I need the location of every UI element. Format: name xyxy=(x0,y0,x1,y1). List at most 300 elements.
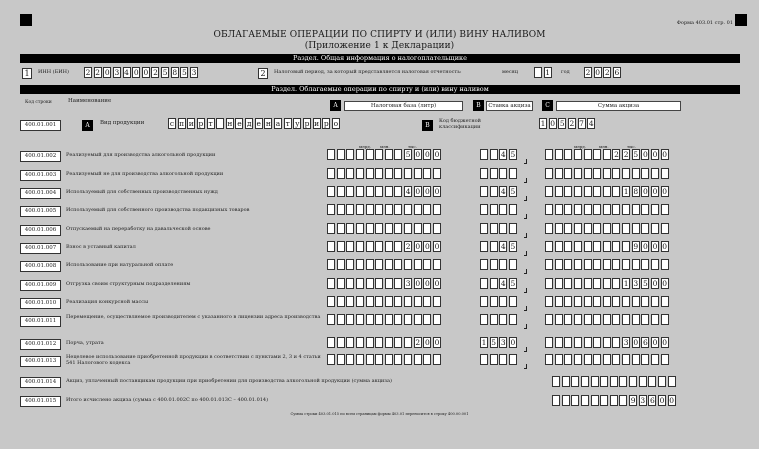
digit-cell[interactable] xyxy=(385,259,393,270)
digit-cell[interactable] xyxy=(433,168,441,179)
digit-cell[interactable] xyxy=(603,296,611,307)
digit-cell[interactable] xyxy=(385,223,393,234)
digit-cell[interactable] xyxy=(584,337,592,348)
digit-cell[interactable] xyxy=(622,296,630,307)
digit-cell[interactable]: 0 xyxy=(643,242,648,251)
digit-cell[interactable] xyxy=(356,296,364,307)
digit-cell[interactable] xyxy=(651,259,659,270)
digit-cell[interactable]: 0 xyxy=(633,338,639,347)
digit-cell[interactable]: 0 xyxy=(143,68,149,77)
digit-cell[interactable]: 0 xyxy=(652,279,658,288)
digit-cell[interactable] xyxy=(632,354,640,365)
digit-cell[interactable] xyxy=(555,223,563,234)
digit-cell[interactable] xyxy=(651,204,659,215)
digit-cell[interactable] xyxy=(423,223,431,234)
digit-cell[interactable] xyxy=(574,314,582,325)
digit-cell[interactable]: н xyxy=(265,119,271,128)
digit-cell[interactable] xyxy=(641,296,649,307)
digit-cell[interactable] xyxy=(622,223,630,234)
digit-cell[interactable] xyxy=(423,204,431,215)
row-column-b-field[interactable] xyxy=(480,314,519,325)
digit-cell[interactable] xyxy=(394,241,402,252)
digit-cell[interactable] xyxy=(327,354,335,365)
digit-cell[interactable] xyxy=(661,354,669,365)
digit-cell[interactable] xyxy=(327,149,335,160)
digit-cell[interactable]: 5 xyxy=(559,119,565,128)
row-column-c-field[interactable] xyxy=(545,149,670,160)
digit-cell[interactable]: е xyxy=(256,119,261,128)
digit-cell[interactable] xyxy=(564,241,572,252)
digit-cell[interactable]: 4 xyxy=(500,150,506,159)
digit-cell[interactable]: 0 xyxy=(662,279,668,288)
row-column-c-field[interactable] xyxy=(545,278,670,289)
digit-cell[interactable] xyxy=(375,168,383,179)
digit-cell[interactable]: 0 xyxy=(434,279,440,288)
digit-cell[interactable] xyxy=(356,337,364,348)
digit-cell[interactable] xyxy=(490,168,498,179)
digit-cell[interactable] xyxy=(593,337,601,348)
digit-cell[interactable] xyxy=(404,168,412,179)
digit-cell[interactable] xyxy=(394,223,402,234)
digit-cell[interactable] xyxy=(545,314,553,325)
digit-cell[interactable] xyxy=(593,223,601,234)
digit-cell[interactable]: 3 xyxy=(623,338,629,347)
row-column-a-field[interactable] xyxy=(327,223,443,234)
digit-cell[interactable] xyxy=(619,395,627,406)
digit-cell[interactable] xyxy=(394,168,402,179)
digit-cell[interactable] xyxy=(490,259,498,270)
digit-cell[interactable] xyxy=(562,376,570,387)
digit-cell[interactable]: 0 xyxy=(104,68,110,77)
digit-cell[interactable] xyxy=(641,314,649,325)
digit-cell[interactable] xyxy=(564,278,572,289)
digit-cell[interactable]: 1 xyxy=(623,279,629,288)
row-column-b-field[interactable] xyxy=(480,168,519,179)
digit-cell[interactable] xyxy=(327,278,335,289)
digit-cell[interactable] xyxy=(499,168,507,179)
digit-cell[interactable] xyxy=(564,204,572,215)
digit-cell[interactable] xyxy=(490,296,498,307)
digit-cell[interactable] xyxy=(564,337,572,348)
digit-cell[interactable]: 2 xyxy=(95,68,101,77)
digit-cell[interactable] xyxy=(661,259,669,270)
digit-cell[interactable] xyxy=(584,314,592,325)
digit-cell[interactable] xyxy=(668,376,676,387)
digit-cell[interactable] xyxy=(564,314,572,325)
digit-cell[interactable] xyxy=(414,354,422,365)
digit-cell[interactable] xyxy=(574,186,582,197)
digit-cell[interactable] xyxy=(394,149,402,160)
digit-cell[interactable]: 0 xyxy=(643,187,648,196)
digit-cell[interactable]: 3 xyxy=(114,68,120,77)
digit-cell[interactable]: 8 xyxy=(172,68,178,77)
digit-cell[interactable] xyxy=(327,337,335,348)
digit-cell[interactable] xyxy=(584,354,592,365)
digit-cell[interactable]: 5 xyxy=(633,150,639,159)
digit-cell[interactable] xyxy=(366,168,374,179)
digit-cell[interactable] xyxy=(658,376,666,387)
digit-cell[interactable]: 5 xyxy=(510,242,516,251)
digit-cell[interactable]: 0 xyxy=(550,119,556,128)
digit-cell[interactable] xyxy=(641,259,649,270)
digit-cell[interactable] xyxy=(593,296,601,307)
digit-cell[interactable] xyxy=(356,168,364,179)
digit-cell[interactable] xyxy=(327,241,335,252)
digit-cell[interactable] xyxy=(593,241,601,252)
digit-cell[interactable] xyxy=(490,314,498,325)
digit-cell[interactable] xyxy=(337,314,345,325)
digit-cell[interactable] xyxy=(584,223,592,234)
iin-field[interactable] xyxy=(84,67,200,78)
digit-cell[interactable] xyxy=(337,337,345,348)
digit-cell[interactable] xyxy=(346,149,354,160)
digit-cell[interactable] xyxy=(584,259,592,270)
digit-cell[interactable] xyxy=(545,278,553,289)
digit-cell[interactable] xyxy=(394,354,402,365)
digit-cell[interactable] xyxy=(603,337,611,348)
digit-cell[interactable] xyxy=(346,204,354,215)
digit-cell[interactable] xyxy=(375,354,383,365)
digit-cell[interactable]: р xyxy=(323,119,329,128)
digit-cell[interactable] xyxy=(480,223,488,234)
digit-cell[interactable] xyxy=(346,186,354,197)
digit-cell[interactable]: 5 xyxy=(510,150,516,159)
row-column-b-field[interactable] xyxy=(480,278,519,289)
digit-cell[interactable] xyxy=(622,168,630,179)
digit-cell[interactable]: 4 xyxy=(124,68,129,77)
row-column-c-field[interactable] xyxy=(545,241,670,252)
digit-cell[interactable] xyxy=(581,395,589,406)
digit-cell[interactable] xyxy=(612,354,620,365)
digit-cell[interactable]: 5 xyxy=(405,150,411,159)
digit-cell[interactable] xyxy=(612,168,620,179)
digit-cell[interactable]: 0 xyxy=(595,68,601,77)
digit-cell[interactable] xyxy=(641,223,649,234)
digit-cell[interactable] xyxy=(593,354,601,365)
digit-cell[interactable] xyxy=(641,168,649,179)
digit-cell[interactable] xyxy=(375,296,383,307)
digit-cell[interactable]: е xyxy=(237,119,242,128)
digit-cell[interactable] xyxy=(509,314,517,325)
digit-cell[interactable]: 0 xyxy=(659,396,665,405)
digit-cell[interactable] xyxy=(603,168,611,179)
digit-cell[interactable] xyxy=(490,223,498,234)
digit-cell[interactable] xyxy=(356,278,364,289)
digit-cell[interactable] xyxy=(564,296,572,307)
digit-cell[interactable] xyxy=(337,204,345,215)
digit-cell[interactable] xyxy=(555,204,563,215)
digit-cell[interactable] xyxy=(375,314,383,325)
digit-cell[interactable] xyxy=(385,354,393,365)
digit-cell[interactable] xyxy=(651,314,659,325)
digit-cell[interactable]: 0 xyxy=(510,338,516,347)
digit-cell[interactable]: 0 xyxy=(434,338,440,347)
digit-cell[interactable] xyxy=(651,168,659,179)
digit-cell[interactable] xyxy=(385,337,393,348)
digit-cell[interactable]: 1 xyxy=(545,68,551,77)
digit-cell[interactable] xyxy=(337,149,345,160)
digit-cell[interactable]: 4 xyxy=(500,279,506,288)
row-column-a-field[interactable] xyxy=(327,186,443,197)
digit-cell[interactable] xyxy=(346,337,354,348)
digit-cell[interactable]: 0 xyxy=(434,187,440,196)
digit-cell[interactable]: 6 xyxy=(614,68,620,77)
digit-cell[interactable] xyxy=(574,337,582,348)
digit-cell[interactable] xyxy=(574,149,582,160)
digit-cell[interactable] xyxy=(404,223,412,234)
row-column-c-field[interactable] xyxy=(545,204,670,215)
digit-cell[interactable] xyxy=(574,168,582,179)
digit-cell[interactable] xyxy=(603,186,611,197)
digit-cell[interactable]: 3 xyxy=(640,396,646,405)
digit-cell[interactable] xyxy=(641,354,649,365)
digit-cell[interactable] xyxy=(574,241,582,252)
row-column-c-field[interactable] xyxy=(545,259,670,270)
digit-cell[interactable] xyxy=(346,354,354,365)
digit-cell[interactable] xyxy=(490,186,498,197)
digit-cell[interactable]: 0 xyxy=(669,396,675,405)
digit-cell[interactable] xyxy=(385,296,393,307)
digit-cell[interactable] xyxy=(641,204,649,215)
digit-cell[interactable] xyxy=(545,241,553,252)
digit-cell[interactable] xyxy=(619,376,627,387)
digit-cell[interactable] xyxy=(337,296,345,307)
digit-cell[interactable]: 2 xyxy=(604,68,610,77)
digit-cell[interactable] xyxy=(385,149,393,160)
row-column-a-field[interactable] xyxy=(327,259,443,270)
digit-cell[interactable] xyxy=(394,278,402,289)
digit-cell[interactable]: и xyxy=(314,119,320,128)
digit-cell[interactable] xyxy=(661,168,669,179)
digit-cell[interactable] xyxy=(366,204,374,215)
digit-cell[interactable] xyxy=(509,168,517,179)
digit-cell[interactable] xyxy=(394,296,402,307)
digit-cell[interactable] xyxy=(622,259,630,270)
digit-cell[interactable] xyxy=(603,241,611,252)
digit-cell[interactable]: р xyxy=(304,119,310,128)
digit-cell[interactable] xyxy=(555,241,563,252)
digit-cell[interactable] xyxy=(356,241,364,252)
digit-cell[interactable] xyxy=(555,149,563,160)
digit-cell[interactable] xyxy=(480,296,488,307)
digit-cell[interactable] xyxy=(499,259,507,270)
row-column-b-field[interactable] xyxy=(480,223,519,234)
digit-cell[interactable] xyxy=(346,278,354,289)
digit-cell[interactable] xyxy=(490,278,498,289)
digit-cell[interactable]: 0 xyxy=(662,150,668,159)
digit-cell[interactable] xyxy=(651,354,659,365)
digit-cell[interactable] xyxy=(366,278,374,289)
digit-cell[interactable] xyxy=(612,223,620,234)
digit-cell[interactable] xyxy=(337,259,345,270)
digit-cell[interactable] xyxy=(433,223,441,234)
digit-cell[interactable]: 5 xyxy=(491,338,497,347)
digit-cell[interactable] xyxy=(366,259,374,270)
digit-cell[interactable] xyxy=(375,149,383,160)
digit-cell[interactable] xyxy=(327,259,335,270)
digit-cell[interactable] xyxy=(603,278,611,289)
digit-cell[interactable] xyxy=(591,395,599,406)
digit-cell[interactable] xyxy=(385,314,393,325)
digit-cell[interactable] xyxy=(366,241,374,252)
digit-cell[interactable] xyxy=(555,259,563,270)
digit-cell[interactable] xyxy=(385,278,393,289)
digit-cell[interactable]: 3 xyxy=(405,279,411,288)
digit-cell[interactable] xyxy=(356,204,364,215)
digit-cell[interactable]: с xyxy=(169,119,175,128)
digit-cell[interactable] xyxy=(356,223,364,234)
digit-cell[interactable] xyxy=(632,168,640,179)
digit-cell[interactable] xyxy=(629,376,637,387)
digit-cell[interactable] xyxy=(414,314,422,325)
digit-cell[interactable] xyxy=(480,354,488,365)
digit-cell[interactable] xyxy=(327,314,335,325)
digit-cell[interactable] xyxy=(632,259,640,270)
digit-cell[interactable] xyxy=(661,204,669,215)
digit-cell[interactable] xyxy=(366,296,374,307)
digit-cell[interactable] xyxy=(564,186,572,197)
digit-cell[interactable]: 0 xyxy=(425,187,430,196)
digit-cell[interactable] xyxy=(564,223,572,234)
digit-cell[interactable]: 1 xyxy=(623,187,629,196)
digit-cell[interactable] xyxy=(612,259,620,270)
digit-cell[interactable] xyxy=(632,296,640,307)
digit-cell[interactable] xyxy=(375,241,383,252)
row-column-c-field[interactable] xyxy=(545,337,670,348)
digit-cell[interactable] xyxy=(564,149,572,160)
row-column-b-field[interactable] xyxy=(480,241,519,252)
digit-cell[interactable] xyxy=(327,168,335,179)
digit-cell[interactable] xyxy=(394,314,402,325)
row-column-a-field[interactable] xyxy=(327,149,443,160)
digit-cell[interactable] xyxy=(552,395,560,406)
row-column-b-field[interactable] xyxy=(480,259,519,270)
digit-cell[interactable] xyxy=(433,259,441,270)
digit-cell[interactable] xyxy=(490,204,498,215)
digit-cell[interactable] xyxy=(600,376,608,387)
digit-cell[interactable] xyxy=(593,204,601,215)
digit-cell[interactable] xyxy=(584,149,592,160)
digit-cell[interactable] xyxy=(346,314,354,325)
digit-cell[interactable] xyxy=(366,186,374,197)
digit-cell[interactable]: 2 xyxy=(623,150,629,159)
digit-cell[interactable] xyxy=(499,354,507,365)
digit-cell[interactable]: 0 xyxy=(662,338,668,347)
digit-cell[interactable] xyxy=(622,314,630,325)
digit-cell[interactable] xyxy=(555,168,563,179)
digit-cell[interactable]: 0 xyxy=(643,150,648,159)
digit-cell[interactable] xyxy=(490,149,498,160)
digit-cell[interactable] xyxy=(404,204,412,215)
digit-cell[interactable] xyxy=(356,354,364,365)
digit-cell[interactable]: 0 xyxy=(425,279,430,288)
digit-cell[interactable] xyxy=(564,168,572,179)
digit-cell[interactable] xyxy=(423,314,431,325)
digit-cell[interactable] xyxy=(593,314,601,325)
digit-cell[interactable] xyxy=(612,296,620,307)
digit-cell[interactable]: 2 xyxy=(153,68,158,77)
digit-cell[interactable] xyxy=(394,186,402,197)
digit-cell[interactable]: 0 xyxy=(652,150,658,159)
digit-cell[interactable] xyxy=(562,395,570,406)
digit-cell[interactable]: о xyxy=(333,119,339,128)
row-column-c-field[interactable] xyxy=(545,314,670,325)
digit-cell[interactable] xyxy=(346,259,354,270)
digit-cell[interactable] xyxy=(584,186,592,197)
digit-cell[interactable] xyxy=(346,296,354,307)
digit-cell[interactable] xyxy=(612,314,620,325)
digit-cell[interactable] xyxy=(584,204,592,215)
digit-cell[interactable] xyxy=(337,223,345,234)
digit-cell[interactable]: 0 xyxy=(652,187,658,196)
digit-cell[interactable] xyxy=(433,354,441,365)
row-column-a-field[interactable] xyxy=(327,314,443,325)
row-column-a-field[interactable] xyxy=(327,241,443,252)
digit-cell[interactable] xyxy=(552,376,560,387)
digit-cell[interactable] xyxy=(603,149,611,160)
digit-cell[interactable] xyxy=(480,278,488,289)
digit-cell[interactable] xyxy=(423,259,431,270)
digit-cell[interactable] xyxy=(327,204,335,215)
digit-cell[interactable] xyxy=(414,168,422,179)
digit-cell[interactable] xyxy=(414,296,422,307)
digit-cell[interactable] xyxy=(661,314,669,325)
digit-cell[interactable] xyxy=(509,296,517,307)
digit-cell[interactable]: 0 xyxy=(434,150,440,159)
digit-cell[interactable]: 3 xyxy=(191,68,197,77)
digit-cell[interactable] xyxy=(375,259,383,270)
digit-cell[interactable]: 5 xyxy=(162,68,168,77)
digit-cell[interactable]: т xyxy=(285,119,290,128)
row-column-a-field[interactable] xyxy=(327,354,443,365)
digit-cell[interactable] xyxy=(366,314,374,325)
digit-cell[interactable] xyxy=(555,278,563,289)
digit-cell[interactable] xyxy=(327,186,335,197)
digit-cell[interactable] xyxy=(574,354,582,365)
digit-cell[interactable] xyxy=(423,354,431,365)
digit-cell[interactable] xyxy=(356,149,364,160)
digit-cell[interactable] xyxy=(366,354,374,365)
digit-cell[interactable] xyxy=(404,314,412,325)
digit-cell[interactable] xyxy=(545,168,553,179)
digit-cell[interactable]: у xyxy=(295,119,300,128)
digit-cell[interactable] xyxy=(499,223,507,234)
digit-cell[interactable] xyxy=(366,149,374,160)
digit-cell[interactable] xyxy=(593,186,601,197)
digit-cell[interactable] xyxy=(651,223,659,234)
digit-cell[interactable]: 4 xyxy=(405,187,411,196)
digit-cell[interactable] xyxy=(385,168,393,179)
digit-cell[interactable] xyxy=(509,223,517,234)
digit-cell[interactable]: 3 xyxy=(500,338,506,347)
digit-cell[interactable] xyxy=(574,204,582,215)
digit-cell[interactable] xyxy=(612,186,620,197)
digit-cell[interactable] xyxy=(385,204,393,215)
digit-cell[interactable] xyxy=(603,259,611,270)
digit-cell[interactable] xyxy=(612,278,620,289)
digit-cell[interactable]: 0 xyxy=(415,150,421,159)
digit-cell[interactable] xyxy=(327,296,335,307)
digit-cell[interactable] xyxy=(346,168,354,179)
digit-cell[interactable] xyxy=(480,168,488,179)
digit-cell[interactable]: п xyxy=(179,119,185,128)
digit-cell[interactable] xyxy=(632,223,640,234)
year-field[interactable] xyxy=(584,67,623,78)
digit-cell[interactable] xyxy=(414,204,422,215)
digit-cell[interactable] xyxy=(584,241,592,252)
digit-cell[interactable] xyxy=(545,149,553,160)
digit-cell[interactable] xyxy=(545,204,553,215)
